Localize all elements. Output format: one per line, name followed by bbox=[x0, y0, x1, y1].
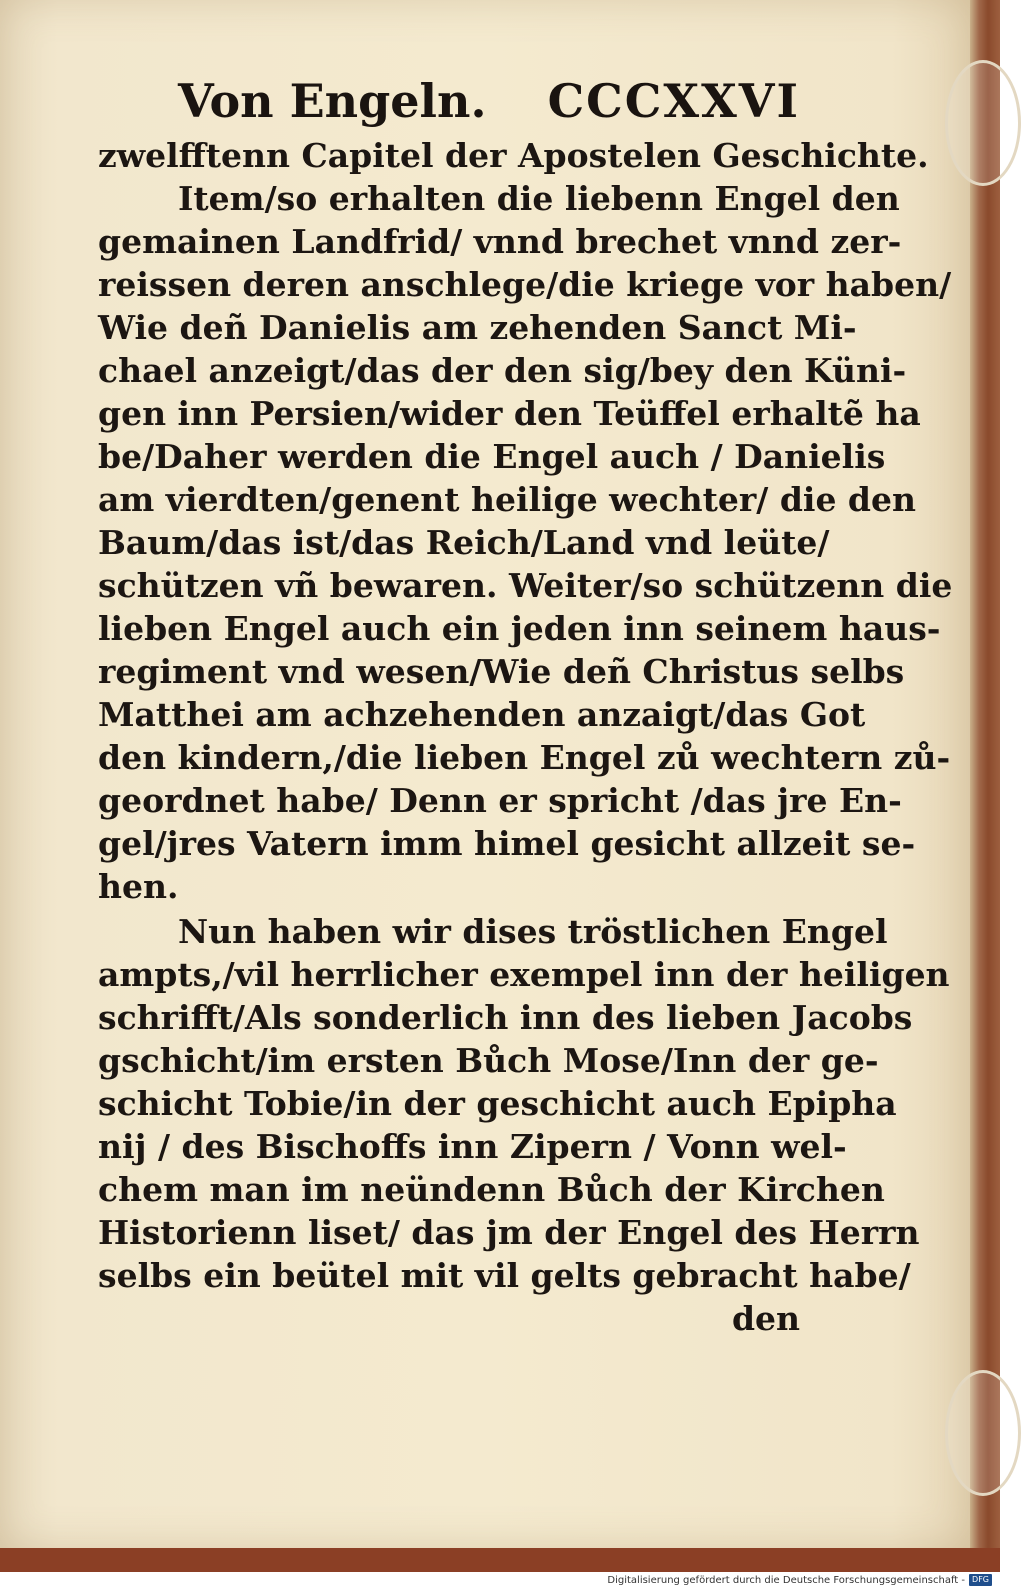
text-line: zwelfftenn Capitel der Apostelen Geschichte. bbox=[98, 136, 929, 175]
text-line: selbs ein beütel mit vil gelts gebracht habe/ bbox=[98, 1256, 911, 1295]
folio-number: CCCXXVI bbox=[547, 74, 800, 128]
text-line: gschicht/im ersten Bůch Mose/Inn der ge- bbox=[98, 1041, 879, 1080]
book-edge bbox=[970, 0, 1000, 1572]
text-line: schützen vñ bewaren. Weiter/so schützenn die bbox=[98, 566, 953, 605]
text-line: Baum/das ist/das Reich/Land vnd leüte/ bbox=[98, 523, 830, 562]
text-line: am vierdten/genent heilige wechter/ die den bbox=[98, 480, 916, 519]
text-line: nij / des Bischoffs inn Zipern / Vonn wel- bbox=[98, 1127, 847, 1166]
text-line: be/Daher werden die Engel auch / Danielis bbox=[98, 437, 886, 476]
text-line: den kindern,/die lieben Engel zů wechtern zů- bbox=[98, 738, 951, 777]
book-cover-edge bbox=[0, 1548, 1000, 1572]
text-line: lieben Engel auch ein jeden inn seinem haus- bbox=[98, 609, 941, 648]
page-header bbox=[98, 74, 800, 134]
text-line: schicht Tobie/in der geschicht auch Epipha bbox=[98, 1084, 897, 1123]
digitization-footer bbox=[0, 1572, 1000, 1588]
text-line: reissen deren anschlege/die kriege vor haben/ bbox=[98, 265, 952, 304]
text-line: gen inn Persien/wider den Teüffel erhaltẽ ha bbox=[98, 394, 921, 433]
text-line: Nun haben wir dises tröstlichen Engel bbox=[178, 912, 888, 951]
text-line: hen. bbox=[98, 867, 179, 906]
running-title: Von Engeln. bbox=[178, 74, 487, 128]
text-line: Matthei am achzehenden anzaigt/das Got bbox=[98, 695, 866, 734]
clasp-ring-top bbox=[945, 60, 1021, 186]
text-line: Historienn liset/ das jm der Engel des Herrn bbox=[98, 1213, 920, 1252]
text-block bbox=[98, 74, 953, 1340]
dfg-logo-icon: DFG bbox=[969, 1574, 992, 1586]
text-line: gemainen Landfrid/ vnnd brechet vnnd zer- bbox=[98, 222, 902, 261]
footer-credit: Digitalisierung gefördert durch die Deutsche Forschungsgemeinschaft - bbox=[607, 1574, 966, 1586]
text-line: schrifft/Als sonderlich inn des lieben Jacobs bbox=[98, 998, 913, 1037]
catchword: den bbox=[731, 1299, 800, 1338]
clasp-ring-bottom bbox=[945, 1370, 1021, 1496]
text-line: geordnet habe/ Denn er spricht /das jre En- bbox=[98, 781, 902, 820]
text-line: chael anzeigt/das der den sig/bey den Küni- bbox=[98, 351, 907, 390]
text-line: Item/so erhalten die liebenn Engel den bbox=[178, 179, 900, 218]
text-line: Wie deñ Danielis am zehenden Sanct Mi- bbox=[98, 308, 857, 347]
text-line: regiment vnd wesen/Wie deñ Christus selbs bbox=[98, 652, 905, 691]
text-line: gel/jres Vatern imm himel gesicht allzeit se- bbox=[98, 824, 916, 863]
text-line: ampts,/vil herrlicher exempel inn der heiligen bbox=[98, 955, 950, 994]
text-line: chem man im neündenn Bůch der Kirchen bbox=[98, 1170, 885, 1209]
